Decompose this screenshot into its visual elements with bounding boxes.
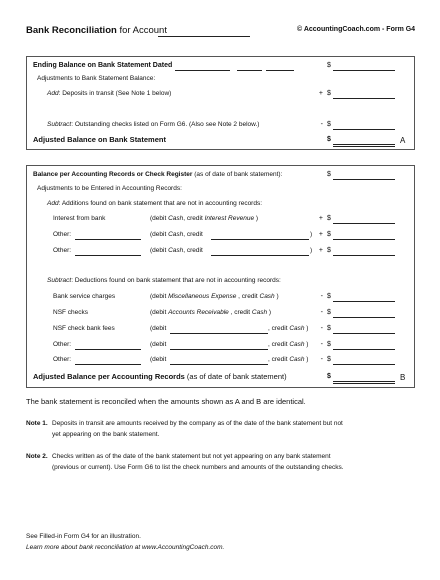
entry-part: , credit: [236, 293, 260, 300]
other-addition-label: Other:: [53, 231, 72, 238]
note-2-text: Checks written as of the date of the bank statement but not yet appearing on any bank statement: [52, 453, 331, 460]
other-addition-label: Other:: [53, 247, 72, 254]
see-filled-in-link[interactable]: See Filled-in Form G4 for an illustration.: [26, 533, 141, 540]
add-rest: : Additions found on bank statement that are not in accounting records:: [58, 200, 263, 207]
plus-sign: +: [318, 247, 323, 254]
dollar-sign: $: [327, 309, 331, 316]
form-title-bold: Bank Reconciliation: [26, 25, 117, 36]
note-2-label: Note 2.: [26, 453, 48, 460]
learn-more-link[interactable]: Learn more about bank reconciliation at www.AccountingCoach.com.: [26, 544, 225, 551]
entry-part: , credit: [228, 309, 252, 316]
adjusted-records-rest: (as of date of bank statement): [184, 372, 287, 381]
dollar-sign: $: [327, 171, 331, 178]
other-deduction-entry-credit: [268, 341, 308, 348]
entry-part: ): [267, 309, 272, 316]
adjusted-records-bold: Adjusted Balance per Accounting Records: [33, 372, 185, 381]
copyright-label: © AccountingCoach.com - Form G4: [297, 26, 416, 33]
entry-account: Cash: [289, 341, 305, 348]
statement-month-field[interactable]: [175, 70, 230, 71]
entry-part: , credit: [183, 231, 203, 238]
dollar-sign: $: [327, 341, 331, 348]
minus-sign: -: [320, 293, 323, 300]
subtract-rest: : Outstanding checks listed on Form G6. (Also see Note 2 below.): [71, 121, 260, 128]
note-1-label: Note 1.: [26, 420, 48, 427]
other-deduction-debit-field[interactable]: [170, 349, 268, 350]
dollar-sign: $: [327, 215, 331, 222]
entry-account: Cash: [168, 247, 184, 254]
add-word: Add: [47, 200, 59, 207]
balance-per-records-rest: (as of date of bank statement):: [192, 171, 283, 178]
nsf-fees-entry-credit: [268, 325, 308, 332]
other-deduction-entry-credit: [268, 356, 308, 363]
account-name-field[interactable]: [158, 36, 250, 37]
balance-per-records-label: [33, 171, 282, 178]
entry-account: Cash: [251, 309, 268, 316]
note-1-text-cont: yet appearing on the bank statement.: [52, 431, 160, 438]
other-deduction-name-field[interactable]: [75, 349, 141, 350]
entry-part: , credit: [183, 215, 205, 222]
entry-account: Cash: [289, 325, 305, 332]
minus-sign: -: [320, 121, 323, 128]
other-addition-amount-field[interactable]: [333, 255, 395, 256]
plus-sign: +: [318, 215, 323, 222]
subtract-rest: : Deductions found on bank statement that are not in accounting records:: [71, 277, 281, 284]
entry-part: , credit: [183, 247, 203, 254]
entry-part: ): [274, 293, 279, 300]
other-deduction-label: Other:: [53, 341, 72, 348]
nsf-checks-amount-field[interactable]: [333, 317, 395, 318]
additions-label: [47, 200, 262, 207]
entry-part: (debit: [150, 231, 169, 238]
other-deduction-entry-debit: (debit: [150, 341, 167, 348]
dollar-sign: $: [327, 373, 331, 380]
entry-part: (debit: [150, 293, 169, 300]
entry-part: ): [304, 341, 309, 348]
bank-adjustments-label: Adjustments to Bank Statement Balance:: [37, 75, 156, 82]
nsf-fees-amount-field[interactable]: [333, 333, 395, 334]
deductions-label: [47, 277, 281, 284]
nsf-fees-entry-debit: (debit: [150, 325, 167, 332]
close-paren: ): [310, 247, 313, 254]
minus-sign: -: [320, 309, 323, 316]
other-addition-name-field[interactable]: [75, 255, 141, 256]
other-deduction-entry-debit: (debit: [150, 356, 167, 363]
entry-part: (debit: [150, 247, 169, 254]
entry-account: Accounts Receivable: [168, 309, 229, 316]
other-deduction-name-field[interactable]: [75, 364, 141, 365]
adjusted-bank-balance-label: Adjusted Balance on Bank Statement: [33, 135, 166, 144]
entry-part: , credit: [268, 325, 290, 332]
subtract-word: Subtract: [47, 277, 72, 284]
dollar-sign: $: [327, 121, 331, 128]
dollar-sign: $: [327, 247, 331, 254]
ending-balance-label: Ending Balance on Bank Statement Dated: [33, 62, 173, 69]
dollar-sign: $: [327, 90, 331, 97]
deposits-in-transit-label: [47, 90, 171, 97]
other-addition-credit-field[interactable]: [211, 255, 309, 256]
entry-part: (debit: [150, 215, 169, 222]
interest-from-bank-label: Interest from bank: [53, 215, 106, 222]
deposits-in-transit-field[interactable]: [333, 98, 395, 99]
nsf-checks-entry: [150, 309, 271, 316]
bank-service-charges-label: Bank service charges: [53, 293, 116, 300]
minus-sign: -: [320, 325, 323, 332]
add-rest: : Deposits in transit (See Note 1 below): [58, 90, 172, 97]
other-addition-credit-field[interactable]: [211, 239, 309, 240]
close-paren: ): [310, 231, 313, 238]
statement-day-field[interactable]: [237, 70, 262, 71]
entry-part: ): [254, 215, 259, 222]
note-1-text: Deposits in transit are amounts received by the company as of the date of the bank statement but not: [52, 420, 343, 427]
balance-per-records-bold: Balance per Accounting Records or Check Register: [33, 171, 193, 178]
service-charges-amount-field[interactable]: [333, 301, 395, 302]
dollar-sign: $: [327, 325, 331, 332]
entry-part: (debit: [150, 309, 169, 316]
records-adjustments-label: Adjustments to be Entered in Accounting Records:: [37, 185, 182, 192]
subtract-word: Subtract: [47, 121, 72, 128]
plus-sign: +: [318, 90, 323, 97]
outstanding-checks-label: [47, 121, 259, 128]
letter-a-marker: A: [400, 136, 406, 145]
entry-account: Interest Revenue: [204, 215, 255, 222]
nsf-checks-label: NSF checks: [53, 309, 89, 316]
other-addition-entry: [150, 231, 203, 238]
other-deduction-debit-field[interactable]: [170, 364, 268, 365]
interest-amount-field[interactable]: [333, 223, 395, 224]
entry-account: Cash: [168, 215, 184, 222]
other-addition-name-field[interactable]: [75, 239, 141, 240]
other-addition-entry: [150, 247, 203, 254]
entry-account: Cash: [168, 231, 184, 238]
minus-sign: -: [320, 356, 323, 363]
nsf-fees-debit-field[interactable]: [170, 333, 268, 334]
adjusted-records-balance-field[interactable]: [333, 381, 395, 384]
plus-sign: +: [318, 231, 323, 238]
note-2-text-cont: (previous or current). Use Form G6 to list the check numbers and amounts of the outstanding checks.: [52, 464, 344, 471]
adjusted-records-balance-label: [33, 372, 287, 381]
other-deduction-amount-field[interactable]: [333, 364, 395, 365]
adjusted-bank-balance-field[interactable]: [333, 144, 395, 147]
interest-journal-entry: [150, 215, 258, 222]
entry-account: Cash: [289, 356, 305, 363]
dollar-sign: $: [327, 231, 331, 238]
other-deduction-label: Other:: [53, 356, 72, 363]
letter-b-marker: B: [400, 373, 406, 382]
other-addition-amount-field[interactable]: [333, 239, 395, 240]
minus-sign: -: [320, 341, 323, 348]
dollar-sign: $: [327, 356, 331, 363]
entry-part: , credit: [268, 341, 290, 348]
nsf-check-fees-label: NSF check bank fees: [53, 325, 115, 332]
entry-part: ): [304, 356, 309, 363]
outstanding-checks-field[interactable]: [333, 129, 395, 130]
form-title-rest: for Account: [116, 25, 167, 36]
balance-per-records-field[interactable]: [333, 179, 395, 180]
other-deduction-amount-field[interactable]: [333, 349, 395, 350]
dollar-sign: $: [327, 136, 331, 143]
entry-part: ): [304, 325, 309, 332]
service-charges-entry: [150, 293, 279, 300]
ending-balance-amount-field[interactable]: [333, 70, 395, 71]
reconciled-statement: The bank statement is reconciled when the amounts shown as A and B are identical.: [26, 397, 306, 406]
entry-account: Miscellaneous Expense: [168, 293, 237, 300]
entry-part: , credit: [268, 356, 290, 363]
dollar-sign: $: [327, 293, 331, 300]
entry-account: Cash: [259, 293, 275, 300]
form-title: [26, 25, 167, 36]
statement-year-field[interactable]: [266, 70, 294, 71]
dollar-sign: $: [327, 62, 331, 69]
add-word: Add: [47, 90, 59, 97]
